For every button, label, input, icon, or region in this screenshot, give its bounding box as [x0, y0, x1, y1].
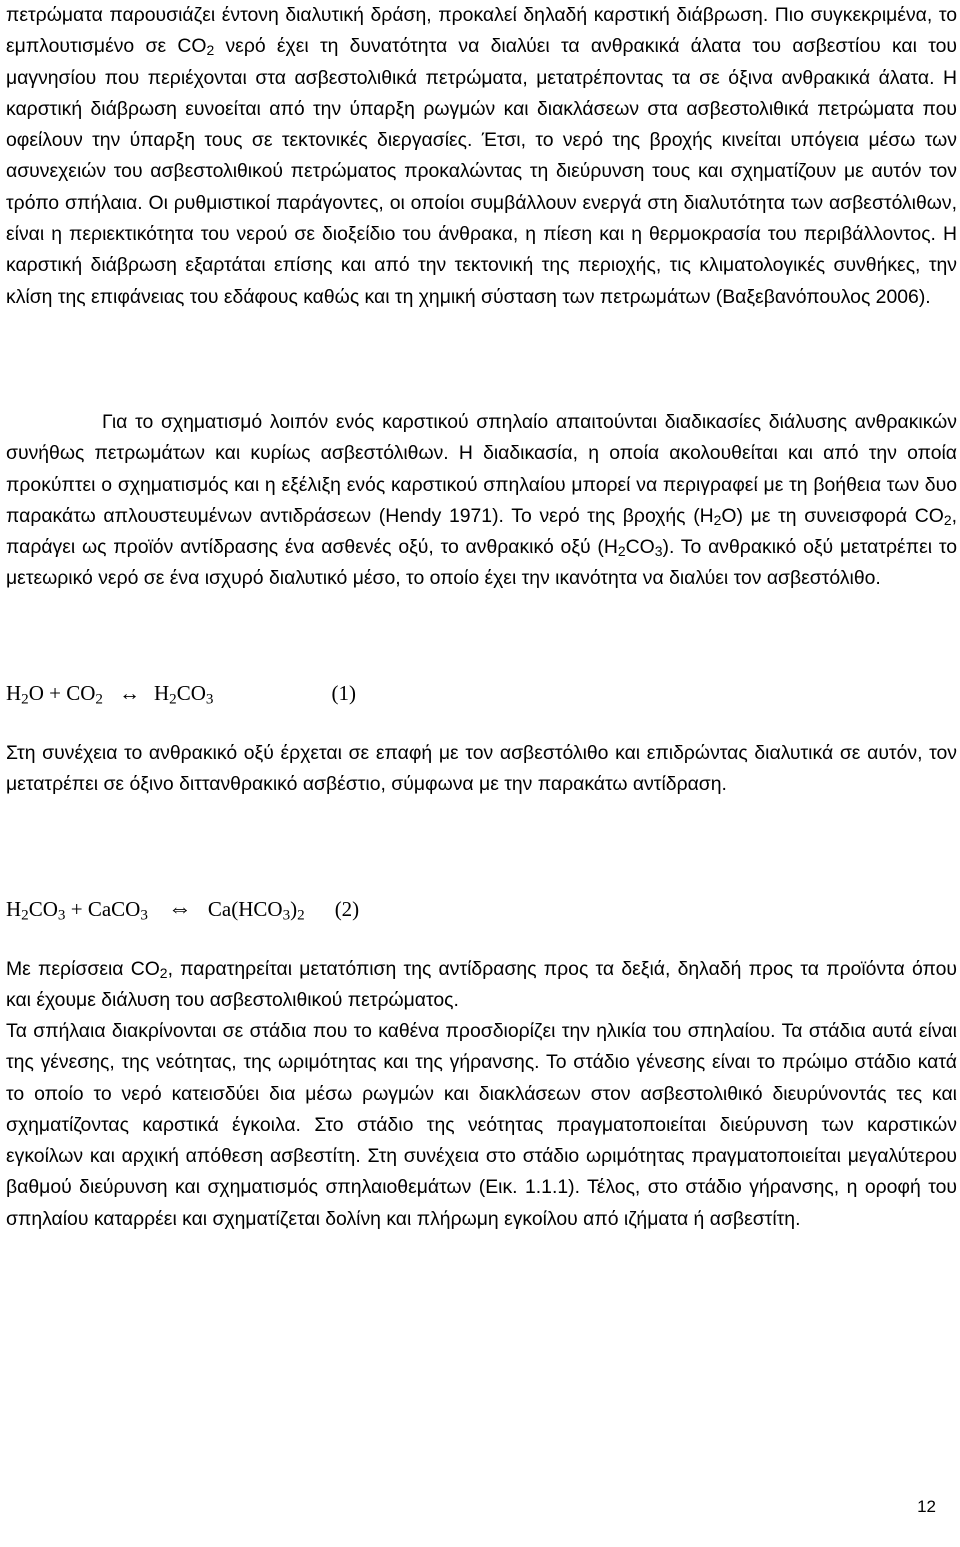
p1-text-3: Η καρστική διάβρωση εξαρτάται επίσης και από την τεκτονική της περιοχής, τις κλιματολογικές συνθήκες, την κλίση της επιφάνειας του εδάφους καθώς και τη χημική σύσταση των πετρωμάτων (Βαξεβανόπουλος 2006).: [6, 223, 957, 308]
eq1-arrow-icon: ↔: [118, 681, 140, 705]
eq2-h-sub: 2: [21, 907, 29, 924]
eq1-co3-sub: 3: [205, 691, 214, 708]
equation-2: [6, 894, 359, 924]
p4-text-1: Με περίσσεια CO: [6, 958, 160, 980]
eq2-close-sub: 2: [297, 907, 305, 924]
p2-text-1: Για το σχηματισμό λοιπόν ενός καρστικού σπηλαίο απαιτούνται διαδικασίες διάλυσης ανθρακικών συνήθως πετρωμάτων και κυρίως ασβεστόλιθων.: [6, 411, 957, 465]
paragraph-excess-co2: [6, 954, 957, 1017]
eq2-caco-sub: 3: [140, 907, 148, 924]
p2-text-6: ). Το ανθρακικό οξύ μετατρέπει το μετεωρικό νερό σε ένα ισχυρό διαλυτικό μέσο, το οποίο έχει την ικανότητα να διαλύει τον ασβεστόλιθο.: [6, 536, 957, 590]
p1-subscript: 2: [206, 42, 215, 59]
eq2-hco-sub: 3: [282, 907, 291, 924]
paragraph-karst-erosion: [6, 0, 957, 313]
eq2-ca-hco: Ca(HCO: [207, 897, 283, 921]
p2-subscript-1: 2: [713, 511, 722, 528]
p2-text-4: , παράγει ως προϊόν αντίδρασης ένα ασθενές οξύ, το ανθρακικό οξύ (H: [6, 504, 957, 559]
eq2-plus-caco: + CaCO: [65, 897, 141, 921]
p2-text-5: CO: [625, 536, 655, 559]
paragraph-cave-formation: [6, 407, 957, 595]
eq1-h2: H: [153, 681, 170, 705]
page-number: 12: [917, 1497, 936, 1516]
eq2-co: CO: [28, 897, 58, 921]
p2-text-2: Η διαδικασία, η οποία ακολουθείται και από την οποία προκύπτει ο σχηματισμός και η εξέλιξη ενός καρστικού σπηλαίου μπορεί να περιγραφεί με τη βοήθεια των δυο παρακάτω απλουστευμένων αντιδράσεων (Hendy 1971). Το νερό της βροχής (H: [6, 442, 957, 527]
p5-text: Τα σπήλαια διακρίνονται σε στάδια που το καθένα προσδιορίζει την ηλικία του σπηλαίου. Τα στάδια αυτά είναι της γένεσης, της νεότητας, της ωριμότητας και της γήρανσης. Το στάδιο γένεσης είναι το πρώιμο στάδιο κατά το οποίο το νερό κατεισδύει δια μέσω ρωγμών και διακλάσεων στον ασβεστολιθικό διευρύνοντάς τες και σχηματίζοντας καρστικά έγκοιλα. Στο στάδιο της νεότητας πραγματοποιείται διεύρυνση των καρστικών εγκοίλων και αρχική απόθεση ασβεστίτη. Στη συνέχεια στο στάδιο ωριμότητας πραγματοποιείται μεγαλύτερου βαθμού διεύρυνση και σχηματισμός σπηλαιοθεμάτων (Εικ. 1.1.1). Τέλος, στο στάδιο γήρανσης, η οροφή του σπηλαίου καταρρέει και σχηματίζεται δολίνη και πλήρωμη εγκοίλου από ιζήματα ή ασβεστίτη.: [6, 1020, 957, 1230]
p2-subscript-4: 3: [654, 543, 663, 560]
eq1-co: CO: [176, 681, 206, 705]
eq1-h-sub: 2: [21, 691, 29, 708]
p2-subscript-3: 2: [617, 543, 626, 560]
eq1-co-sub: 2: [95, 691, 103, 708]
eq1-h: H: [6, 681, 22, 705]
eq1-o-plus-co: O + CO: [28, 681, 96, 705]
eq1-h2-sub: 2: [169, 691, 177, 708]
p2-text-3: O) με τη συνεισφορά CO: [721, 504, 944, 527]
p4-text-2: , παρατηρείται μετατόπιση της αντίδρασης προς τα δεξιά, δηλαδή προς τα προϊόντα όπου και έχουμε διάλυση του ασβεστολιθικού πετρώματος.: [6, 958, 957, 1012]
eq2-co-sub: 3: [57, 907, 66, 924]
p4-subscript: 2: [159, 965, 168, 982]
eq2-double-arrow-icon: ⇔: [167, 896, 192, 922]
eq1-number: (1): [331, 681, 356, 705]
paragraph-cave-stages: [6, 1016, 957, 1235]
paragraph-carbonic-acid: [6, 738, 957, 801]
eq2-number: (2): [334, 897, 360, 921]
eq2-h: H: [6, 897, 22, 921]
equation-1: [6, 678, 356, 708]
p2-subscript-2: 2: [943, 511, 952, 528]
p1-text-2: νερό έχει τη δυνατότητα να διαλύει τα ανθρακικά άλατα του ασβεστίου και του μαγνησίου που περιέχονται στα ασβεστολιθικά πετρώματα, μετατρέποντας τα σε όξινα ανθρακικά άλατα. Η καρστική διάβρωση ευνοείται από την ύπαρξη ρωγμών και διακλάσεων στα ασβεστολιθικά πετρώματα που οφείλουν την ύπαρξη τους σε τεκτονικές διεργασίες. Έτσι, το νερό της βροχής κινείται υπόγεια μέσω των ασυνεχειών του ασβεστολιθικού πετρώματος προκαλώντας τη διεύρυνση τους και σχηματίζουν με αυτόν τον τρόπο σπήλαια. Οι ρυθμιστικοί παράγοντες, οι οποίοι συμβάλλουν ενεργά στη διαλυτότητα των ασβεστόλιθων, είναι η περιεκτικότητα του νερού σε διοξείδιο του άνθρακα, η πίεση και η θερμοκρασία του περιβάλλοντος.: [6, 35, 957, 246]
eq2-close: ): [290, 897, 298, 921]
p3-text: Στη συνέχεια το ανθρακικό οξύ έρχεται σε επαφή με τον ασβεστόλιθο και επιδρώντας διαλυτικά σε αυτόν, τον μετατρέπει σε όξινο διττανθρακικό ασβέστιο, σύμφωνα με την παρακάτω αντίδραση.: [6, 742, 957, 796]
p1-text-1: πετρώματα παρουσιάζει έντονη διαλυτική δράση, προκαλεί δηλαδή καρστική διάβρωση. Πιο συγκεκριμένα, το εμπλουτισμένο σε CO: [6, 4, 957, 58]
